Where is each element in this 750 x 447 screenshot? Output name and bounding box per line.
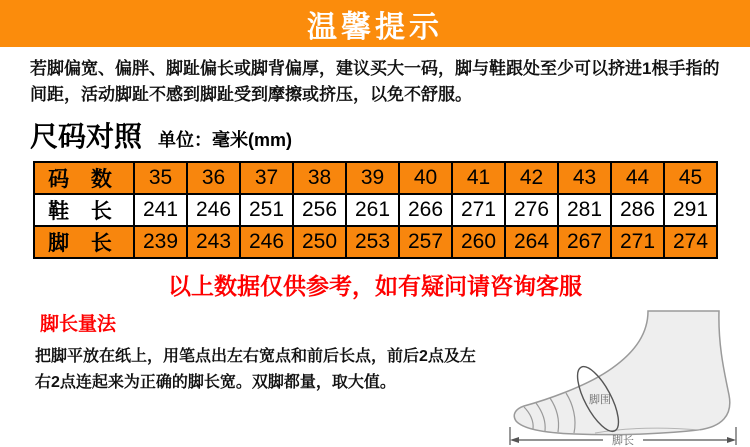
size-table-cell: 35 xyxy=(134,162,187,194)
size-table-cell: 271 xyxy=(452,194,505,226)
size-chart-unit-label: 单位：毫米(mm) xyxy=(158,130,293,150)
size-table-cell: 281 xyxy=(558,194,611,226)
size-table-cell: 40 xyxy=(399,162,452,194)
size-table-cell: 37 xyxy=(240,162,293,194)
size-table-row-label: 码 数 xyxy=(34,162,134,194)
size-table-cell: 260 xyxy=(452,226,505,258)
girth-label: 脚围 xyxy=(589,394,611,406)
measuring-method-text: 把脚平放在纸上，用笔点出左右宽点和前后长点，前后2点及左右2点连起来为正确的脚长宽。双脚都量，取大值。 xyxy=(35,348,476,391)
banner-title: 温馨提示 xyxy=(307,10,443,44)
size-table-cell: 286 xyxy=(611,194,664,226)
size-chart-title: 尺码对照 xyxy=(30,121,143,152)
size-table-cell: 251 xyxy=(240,194,293,226)
size-table-cell: 239 xyxy=(134,226,187,258)
size-table-row-label: 鞋 长 xyxy=(34,194,134,226)
length-label: 脚长 xyxy=(612,435,634,447)
sizing-advice-text: 若脚偏宽、偏胖、脚趾偏长或脚背偏厚，建议买大一码，脚与鞋跟处至少可以挤进1根手指的间距，活动脚趾不感到脚趾受到摩擦或挤压，以免不舒服。 xyxy=(30,59,720,104)
arrowhead-left xyxy=(510,437,519,443)
size-table-cell: 274 xyxy=(664,226,717,258)
size-table-cell: 256 xyxy=(293,194,346,226)
size-table-cell: 246 xyxy=(240,226,293,258)
warm-tips-banner xyxy=(0,0,750,47)
size-table-cell: 267 xyxy=(558,226,611,258)
size-chart-header xyxy=(30,115,750,155)
size-table-cell: 246 xyxy=(187,194,240,226)
size-table-row xyxy=(34,194,717,226)
size-comparison-table xyxy=(33,161,718,259)
size-table-cell: 36 xyxy=(187,162,240,194)
size-table-cell: 42 xyxy=(505,162,558,194)
size-table-row xyxy=(34,226,717,258)
size-table-cell: 276 xyxy=(505,194,558,226)
measuring-section xyxy=(0,309,750,447)
size-table-cell: 291 xyxy=(664,194,717,226)
size-table-cell: 43 xyxy=(558,162,611,194)
arrowhead-right xyxy=(727,437,736,443)
size-table-cell: 253 xyxy=(346,226,399,258)
size-table-cell: 261 xyxy=(346,194,399,226)
size-table-cell: 257 xyxy=(399,226,452,258)
measuring-instructions xyxy=(0,309,500,396)
size-table-cell: 241 xyxy=(134,194,187,226)
size-table-cell: 266 xyxy=(399,194,452,226)
size-table-cell: 45 xyxy=(664,162,717,194)
size-table-cell: 250 xyxy=(293,226,346,258)
measuring-method-title: 脚长量法 xyxy=(40,314,117,335)
size-table-cell: 39 xyxy=(346,162,399,194)
foot-illustration xyxy=(500,309,745,447)
size-table-row xyxy=(34,162,717,194)
size-table-cell: 271 xyxy=(611,226,664,258)
size-table-cell: 243 xyxy=(187,226,240,258)
size-table-cell: 38 xyxy=(293,162,346,194)
size-table-cell: 264 xyxy=(505,226,558,258)
disclaimer-note: 以上数据仅供参考，如有疑问请咨询客服 xyxy=(168,273,582,299)
foot-outline xyxy=(514,311,730,435)
size-table-cell: 44 xyxy=(611,162,664,194)
size-table-row-label: 脚 长 xyxy=(34,226,134,258)
size-table-cell: 41 xyxy=(452,162,505,194)
foot-measurement-diagram xyxy=(500,309,745,447)
